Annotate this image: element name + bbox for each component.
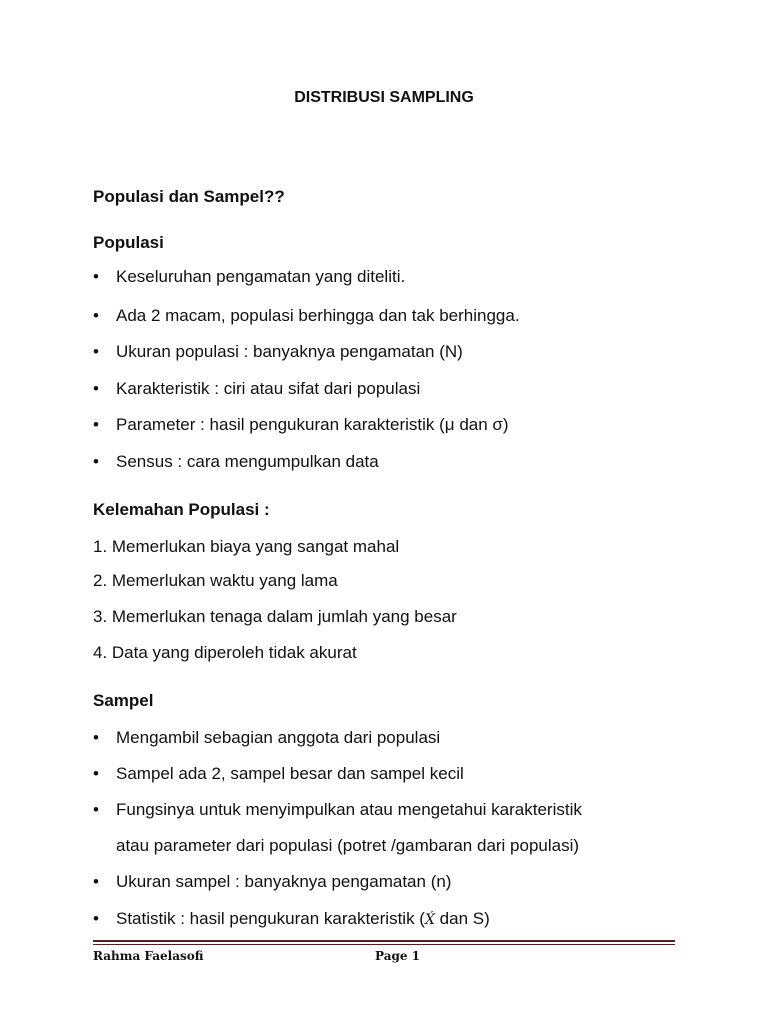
bullet-dot: • — [93, 452, 99, 471]
bullet-dot: • — [93, 306, 99, 325]
bullet-text: Karakteristik : ciri atau sifat dari populasi — [116, 379, 421, 398]
footer-author: Rahma Faelasofi — [93, 949, 204, 963]
sampel-heading: Sampel — [93, 691, 154, 710]
statistik-prefix: Statistik : hasil pengukuran karakteristik ( — [116, 909, 425, 928]
bullet-dot: • — [93, 800, 99, 819]
bullet-text: Keseluruhan pengamatan yang diteliti. — [116, 267, 406, 286]
intro-heading: Populasi dan Sampel?? — [93, 187, 285, 206]
kelemahan-item: 2. Memerlukan waktu yang lama — [93, 571, 338, 590]
bullet-dot: • — [93, 415, 99, 434]
sample-mean-symbol: X́ — [424, 912, 435, 928]
bullet-dot: • — [93, 872, 99, 891]
bullet-dot: • — [93, 267, 99, 286]
statistik-suffix: dan S) — [434, 909, 490, 928]
bullet-text: Fungsinya untuk menyimpulkan atau mengetahui karakteristik — [116, 800, 582, 819]
bullet-text: Sensus : cara mengumpulkan data — [116, 452, 379, 471]
populasi-bullet — [93, 342, 463, 362]
bullet-text — [116, 909, 490, 929]
kelemahan-item: 4. Data yang diperoleh tidak akurat — [93, 643, 357, 662]
bullet-text: Sampel ada 2, sampel besar dan sampel kecil — [116, 764, 464, 783]
bullet-continuation: atau parameter dari populasi (potret /gambaran dari populasi) — [116, 836, 580, 855]
bullet-dot: • — [93, 728, 99, 747]
sampel-bullet — [93, 764, 464, 784]
bullet-text: Ada 2 macam, populasi berhingga dan tak berhingga. — [116, 306, 520, 325]
populasi-bullet — [93, 415, 509, 435]
populasi-bullet — [93, 267, 405, 287]
populasi-bullet — [93, 452, 379, 472]
footer-divider — [93, 940, 675, 942]
sampel-bullet-statistik — [93, 909, 490, 929]
bullet-dot: • — [93, 909, 99, 928]
bullet-text: Parameter : hasil pengukuran karakteristik (μ dan σ) — [116, 415, 509, 434]
bullet-text: Ukuran sampel : banyaknya pengamatan (n) — [116, 872, 452, 891]
document-title: DISTRIBUSI SAMPLING — [294, 89, 474, 106]
populasi-bullet — [93, 306, 520, 326]
sampel-bullet — [93, 872, 451, 892]
sampel-bullet — [93, 800, 582, 820]
kelemahan-item: 3. Memerlukan tenaga dalam jumlah yang besar — [93, 607, 457, 626]
bullet-dot: • — [93, 379, 99, 398]
sampel-bullet — [93, 728, 440, 748]
footer-divider — [93, 944, 675, 945]
bullet-text: Ukuran populasi : banyaknya pengamatan (N) — [116, 342, 463, 361]
footer-page-number: Page 1 — [375, 949, 421, 963]
kelemahan-heading: Kelemahan Populasi : — [93, 500, 270, 519]
populasi-heading: Populasi — [93, 233, 164, 252]
bullet-dot: • — [93, 342, 99, 361]
populasi-bullet — [93, 379, 420, 399]
bullet-text: Mengambil sebagian anggota dari populasi — [116, 728, 441, 747]
kelemahan-item: 1. Memerlukan biaya yang sangat mahal — [93, 537, 400, 556]
bullet-dot: • — [93, 764, 99, 783]
